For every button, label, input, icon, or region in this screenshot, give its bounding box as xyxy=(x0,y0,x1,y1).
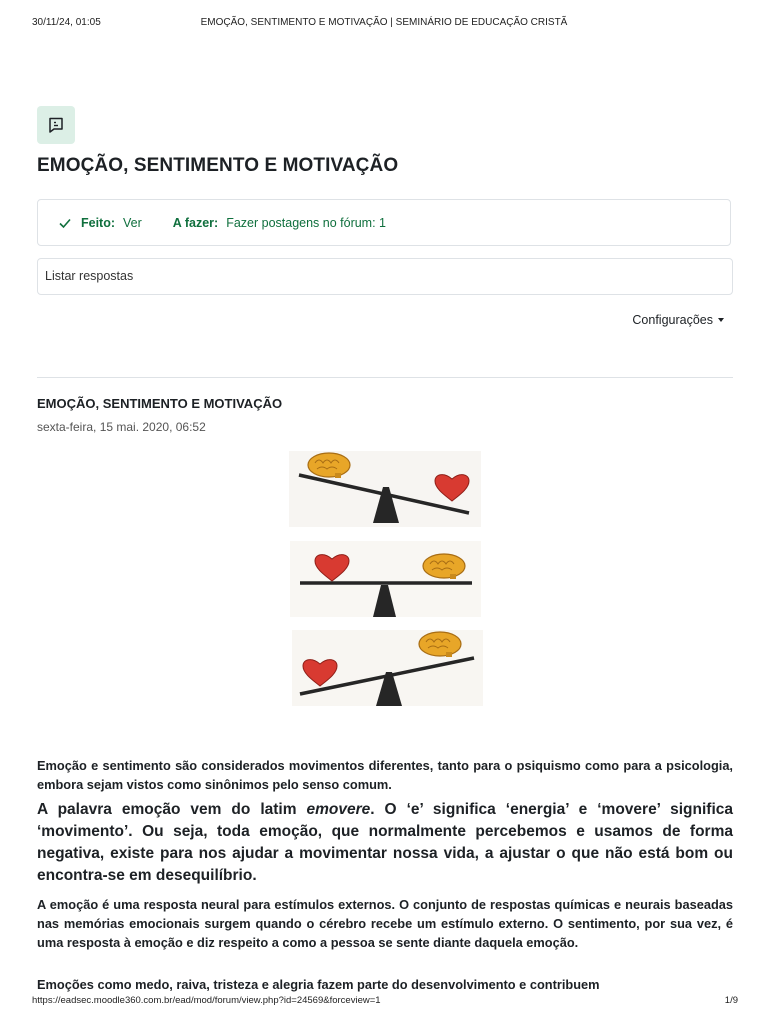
post-title: EMOÇÃO, SENTIMENTO E MOTIVAÇÃO xyxy=(37,396,283,411)
forum-icon xyxy=(37,106,75,144)
caret-down-icon xyxy=(718,318,724,322)
print-footer xyxy=(0,995,768,1009)
paragraph-text: A palavra emoção vem do latim xyxy=(37,801,307,818)
completion-requirements xyxy=(37,199,731,246)
latin-word: emovere xyxy=(306,801,371,818)
paragraph-text: . O ‘e’ significa ‘energia’ e ‘movere’ significa ‘movimento’. Ou seja, toda emoção, que normalmente percebemos e usamos de forma negativa, existe para nos ajudar a movimentar nossa vida, a ajustar o que não está bom ou encontra-se em desequilíbrio. xyxy=(37,801,733,884)
print-datetime: 30/11/24, 01:05 xyxy=(32,17,101,28)
seesaw-image xyxy=(289,451,481,527)
divider xyxy=(37,377,733,378)
completion-done-label: Feito: xyxy=(81,215,116,230)
post-paragraph: Emoções como medo, raiva, tristeza e alegria fazem parte do desenvolvimento e contribuem xyxy=(37,977,600,992)
settings-dropdown[interactable] xyxy=(632,313,724,327)
print-title: EMOÇÃO, SENTIMENTO E MOTIVAÇÃO | SEMINÁRIO DE EDUCAÇÃO CRISTÃ xyxy=(200,17,568,28)
post-paragraph: A emoção é uma resposta neural para estímulos externos. O conjunto de respostas químicas e neurais baseadas nas memórias emocionais surgem quando o cérebro recebe um estímulo externo. O sentimento, por sua vez, é uma resposta à emoção e diz respeito a como a pessoa se sente diante daquela emoção. xyxy=(37,897,733,950)
completion-done-value: Ver xyxy=(123,215,142,230)
brain-icon xyxy=(419,632,461,657)
completion-todo-label: A fazer: xyxy=(172,215,219,230)
brain-icon xyxy=(423,554,465,579)
check-icon xyxy=(58,216,72,230)
page-title: EMOÇÃO, SENTIMENTO E MOTIVAÇÃO xyxy=(37,155,399,176)
print-page-number: 1/9 xyxy=(724,995,738,1006)
display-mode-select[interactable] xyxy=(37,258,733,295)
post-paragraph: Emoção e sentimento são considerados movimentos diferentes, tanto para o psiquismo como para a psicologia, embora sejam vistos como sinônimos pelo senso comum. xyxy=(37,758,733,792)
seesaw-image xyxy=(290,541,481,617)
seesaw-image xyxy=(292,630,483,706)
settings-label: Configurações xyxy=(632,313,713,327)
print-url: https://eadsec.moodle360.com.br/ead/mod/forum/view.php?id=24569&forceview=1 xyxy=(32,995,381,1006)
speech-bubble-icon xyxy=(47,116,65,134)
brain-icon xyxy=(308,453,350,478)
display-mode-value: Listar respostas xyxy=(45,269,134,283)
post-date: sexta-feira, 15 mai. 2020, 06:52 xyxy=(37,420,206,434)
post-paragraph xyxy=(37,799,733,887)
print-header xyxy=(0,17,768,31)
completion-todo-value: Fazer postagens no fórum: 1 xyxy=(226,215,386,230)
